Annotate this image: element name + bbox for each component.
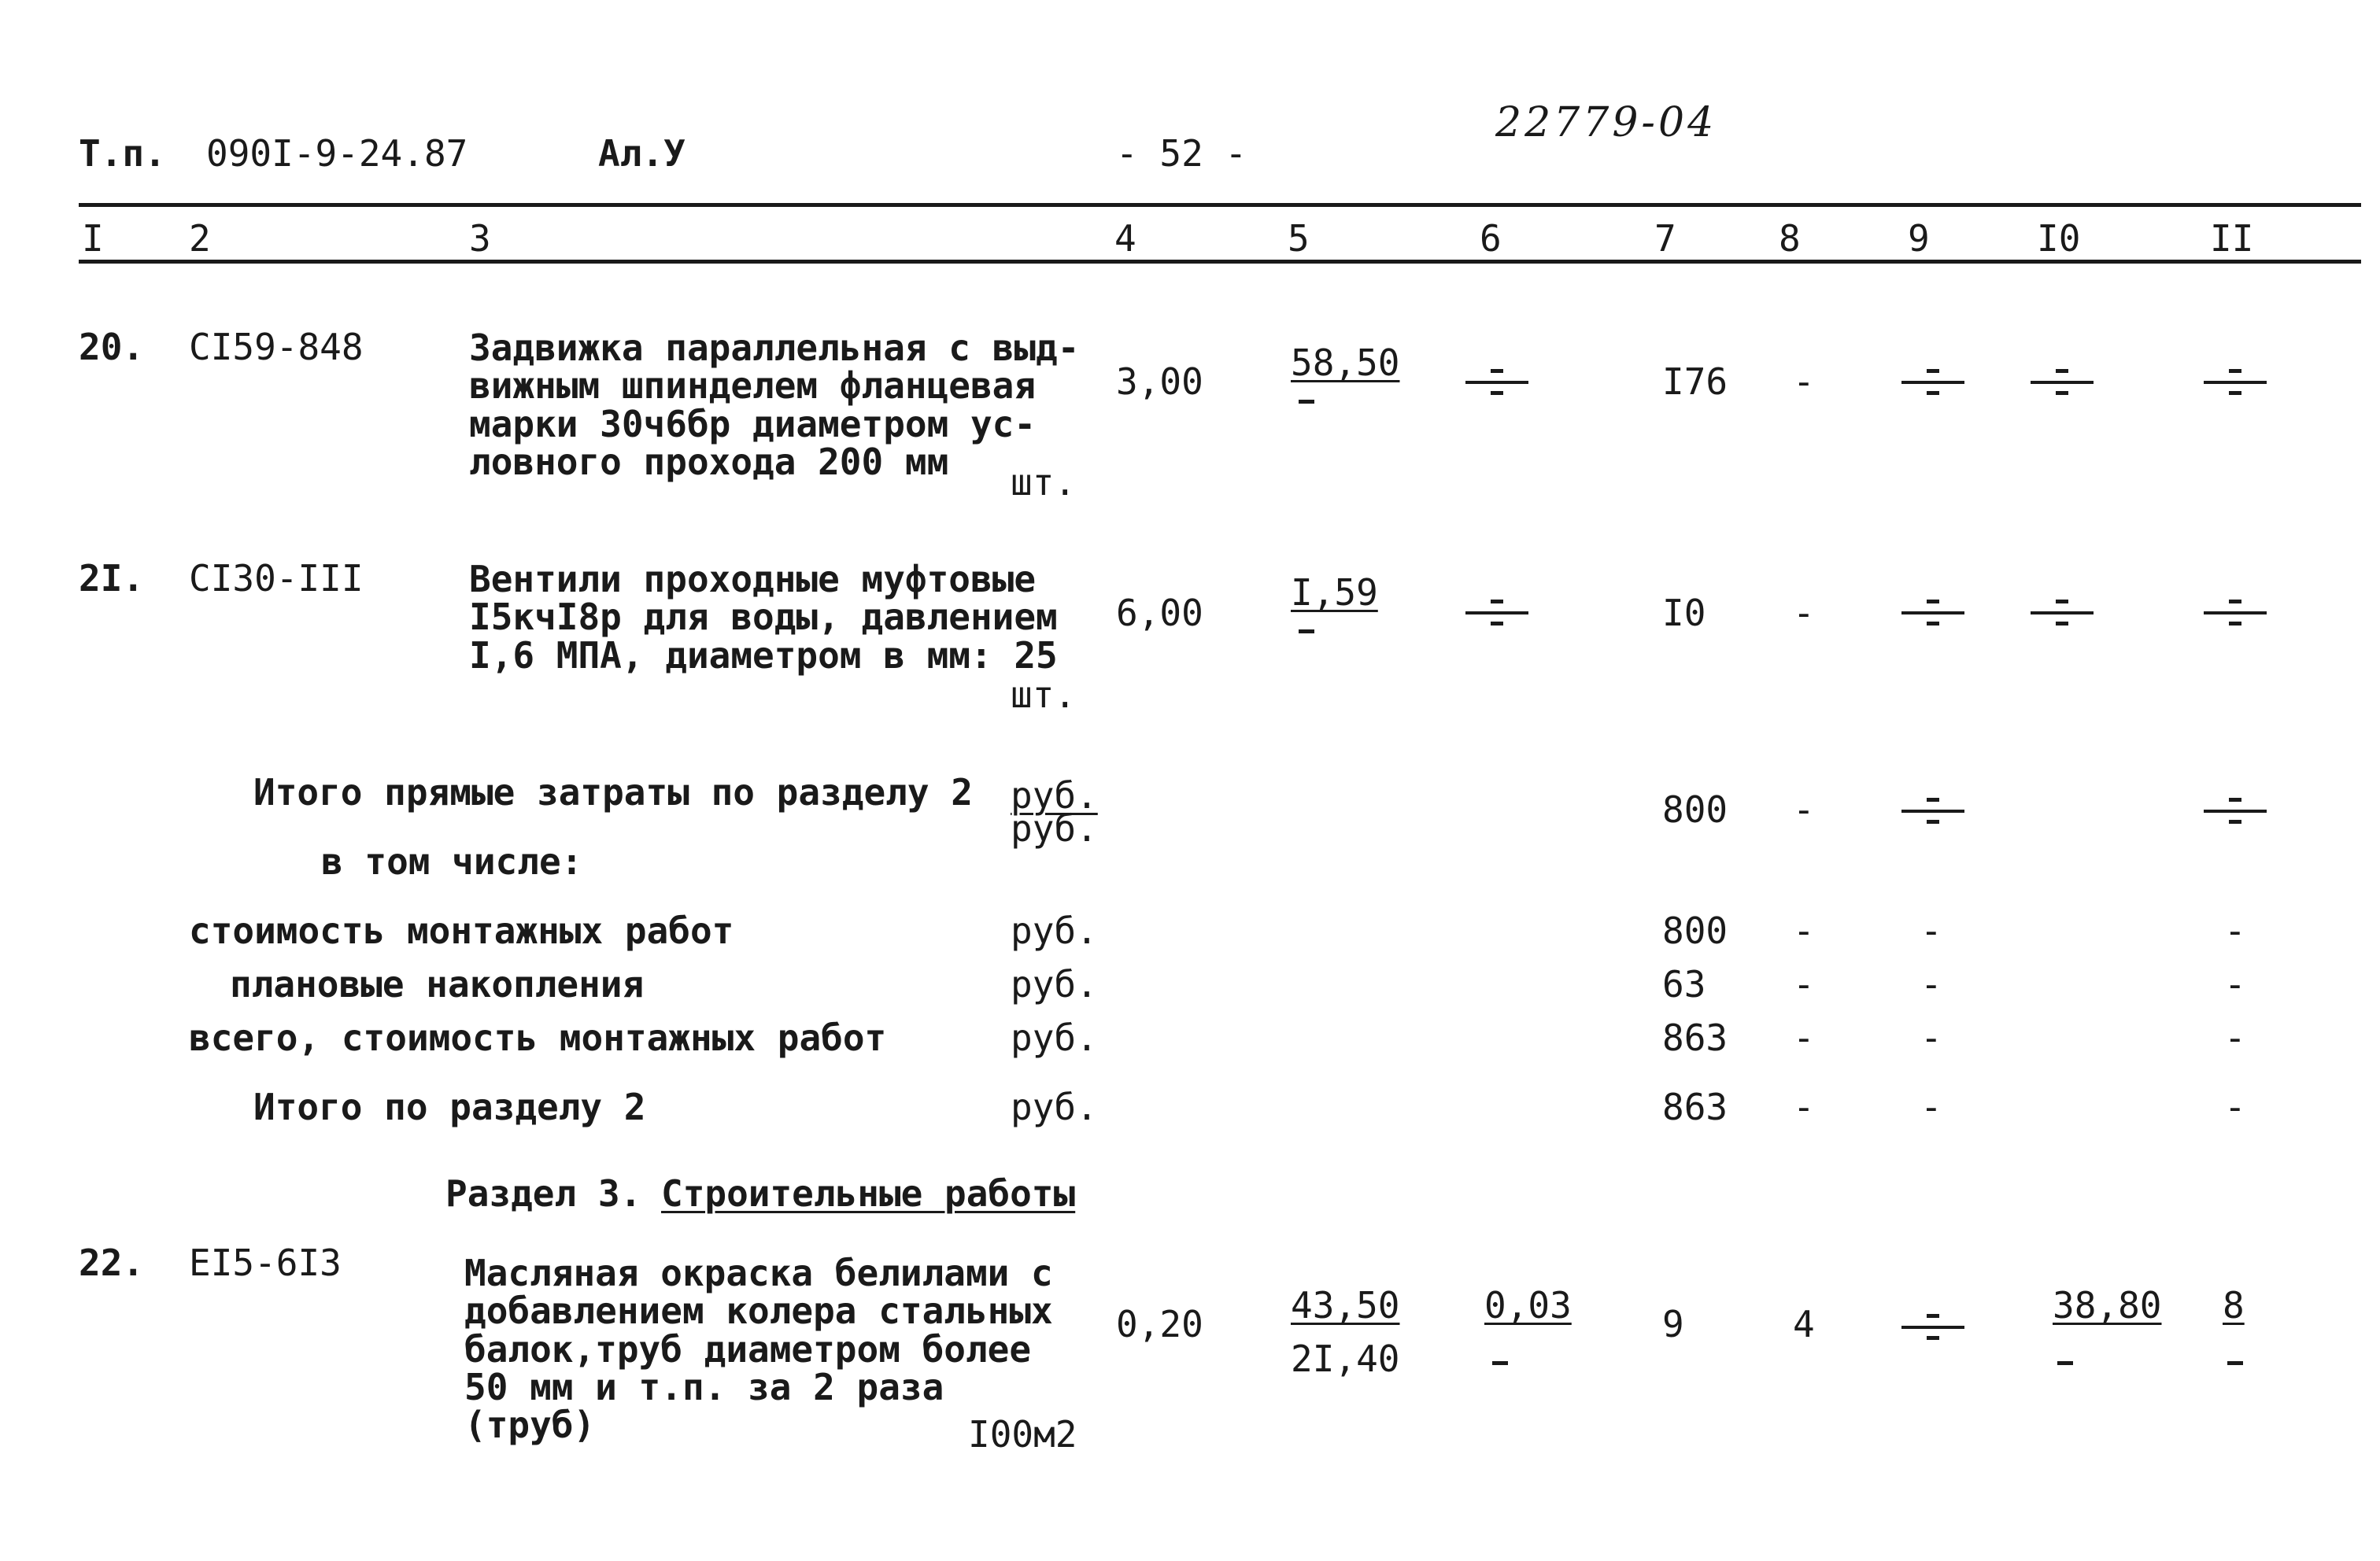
summary-line-col11: - [2224, 1086, 2246, 1128]
row-col6-denominator [1492, 1361, 1508, 1365]
fraction-dash-mark [2031, 596, 2094, 628]
fraction-dash-mark [2204, 366, 2267, 397]
row-code: CI59-848 [189, 326, 364, 368]
row-col8: - [1793, 592, 1815, 634]
summary-line-col8: - [1793, 1086, 1815, 1128]
row-description: Вентили проходные муфтовые I5кчI8р для воды, давлением I,6 МПА, диаметром в мм: 25 [469, 558, 1058, 677]
column-number: 2 [189, 217, 211, 260]
fraction-dash-mark [1465, 596, 1528, 628]
column-number: 8 [1779, 217, 1801, 260]
row-col11-denominator [2227, 1361, 2243, 1365]
album-label: Ал.У [598, 132, 686, 175]
column-number: 6 [1480, 217, 1502, 260]
handwritten-reference: 22779-04 [1495, 99, 1717, 146]
row-col8: 4 [1793, 1303, 1815, 1345]
row-col7: 9 [1662, 1303, 1684, 1345]
row-code: EI5-6I3 [189, 1242, 342, 1284]
summary-line-unit: руб. [1011, 1086, 1098, 1128]
summary-line-label: плановые накопления [230, 963, 645, 1006]
row-col11-top: 8 [2223, 1284, 2245, 1327]
row-number: 20. [79, 326, 145, 368]
row-col6-top: 0,03 [1484, 1284, 1572, 1327]
summary-line-label: всего, стоимость монтажных работ [189, 1017, 887, 1059]
summary-line-col8: - [1793, 910, 1815, 952]
column-number: 3 [469, 217, 491, 260]
row-col5-bottom: 2I,40 [1291, 1338, 1400, 1380]
column-number: II [2210, 217, 2254, 260]
column-number: I0 [2037, 217, 2081, 260]
summary-line-label: стоимость монтажных работ [189, 910, 734, 952]
summary-line-col9: - [1920, 963, 1942, 1006]
row-price-denominator [1299, 629, 1314, 633]
fraction-dash-mark [1901, 795, 1964, 826]
summary-line-value: 863 [1662, 1017, 1728, 1059]
summary-col8: - [1793, 788, 1815, 831]
header-rule-bottom [79, 260, 2361, 264]
summary-line-col8: - [1793, 1017, 1815, 1059]
row-quantity: 0,20 [1116, 1303, 1203, 1345]
summary-line-col9: - [1920, 1086, 1942, 1128]
summary-line-col8: - [1793, 963, 1815, 1006]
row-number: 22. [79, 1242, 145, 1284]
fraction-dash-mark [2204, 795, 2267, 826]
section-prefix: Раздел 3. [445, 1172, 642, 1215]
summary-unit-bottom: руб. [1011, 807, 1098, 850]
row-description: Задвижка параллельная с выд- вижным шпинделем фланцевая марки 30ч6бр диаметром ус- ловного прохода 200 мм [469, 327, 1080, 483]
row-quantity: 6,00 [1116, 592, 1203, 634]
summary-line-unit: руб. [1011, 910, 1098, 952]
doc-prefix: Т.п. [79, 132, 166, 175]
summary-line-col9: - [1920, 1017, 1942, 1059]
row-col10-denominator [2057, 1361, 2073, 1365]
fraction-dash-mark [2204, 596, 2267, 628]
row-col8: - [1793, 360, 1815, 403]
summary-line-value: 63 [1662, 963, 1706, 1006]
row-price-denominator [1299, 400, 1314, 404]
summary-line-unit: руб. [1011, 1017, 1098, 1059]
column-number: 7 [1654, 217, 1676, 260]
summary-label: Итого прямые затраты по разделу 2 [253, 771, 973, 814]
page-number: - 52 - [1116, 132, 1247, 175]
row-col5-top: 43,50 [1291, 1284, 1400, 1327]
including-label: в том числе: [321, 840, 583, 883]
summary-line-value: 863 [1662, 1086, 1728, 1128]
row-price: I,59 [1291, 571, 1378, 614]
column-number: 5 [1288, 217, 1310, 260]
row-col7: I76 [1662, 360, 1728, 403]
row-unit: шт. [1011, 461, 1077, 504]
row-description: Масляная окраска белилами с добавлением колера стальных балок,труб диаметром более 50 мм и т.п. за 2 раза (труб) [464, 1252, 1053, 1447]
row-unit: I00м2 [968, 1413, 1077, 1456]
section-title: Строительные работы [661, 1172, 1076, 1215]
summary-line-col9: - [1920, 910, 1942, 952]
doc-number: 090I-9-24.87 [206, 132, 468, 175]
summary-line-col11: - [2224, 910, 2246, 952]
row-price: 58,50 [1291, 341, 1400, 384]
row-quantity: 3,00 [1116, 360, 1203, 403]
row-col10-top: 38,80 [2053, 1284, 2162, 1327]
fraction-dash-mark [1901, 366, 1964, 397]
fraction-dash-mark [2031, 366, 2094, 397]
header-rule-top [79, 203, 2361, 207]
summary-line-unit: руб. [1011, 963, 1098, 1006]
summary-line-col11: - [2224, 963, 2246, 1006]
summary-line-col11: - [2224, 1017, 2246, 1059]
summary-line-label: Итого по разделу 2 [253, 1086, 646, 1128]
row-number: 2I. [79, 557, 145, 600]
row-col7: I0 [1662, 592, 1706, 634]
row-unit: шт. [1011, 673, 1077, 716]
fraction-dash-mark [1901, 596, 1964, 628]
fraction-dash-mark [1901, 1311, 1964, 1342]
row-code: CI30-III [189, 557, 364, 600]
summary-unit-top: руб. [1011, 774, 1098, 817]
fraction-dash-mark [1465, 366, 1528, 397]
summary-value: 800 [1662, 788, 1728, 831]
summary-line-value: 800 [1662, 910, 1728, 952]
column-number: 9 [1908, 217, 1930, 260]
column-number: I [82, 217, 104, 260]
column-number: 4 [1114, 217, 1136, 260]
